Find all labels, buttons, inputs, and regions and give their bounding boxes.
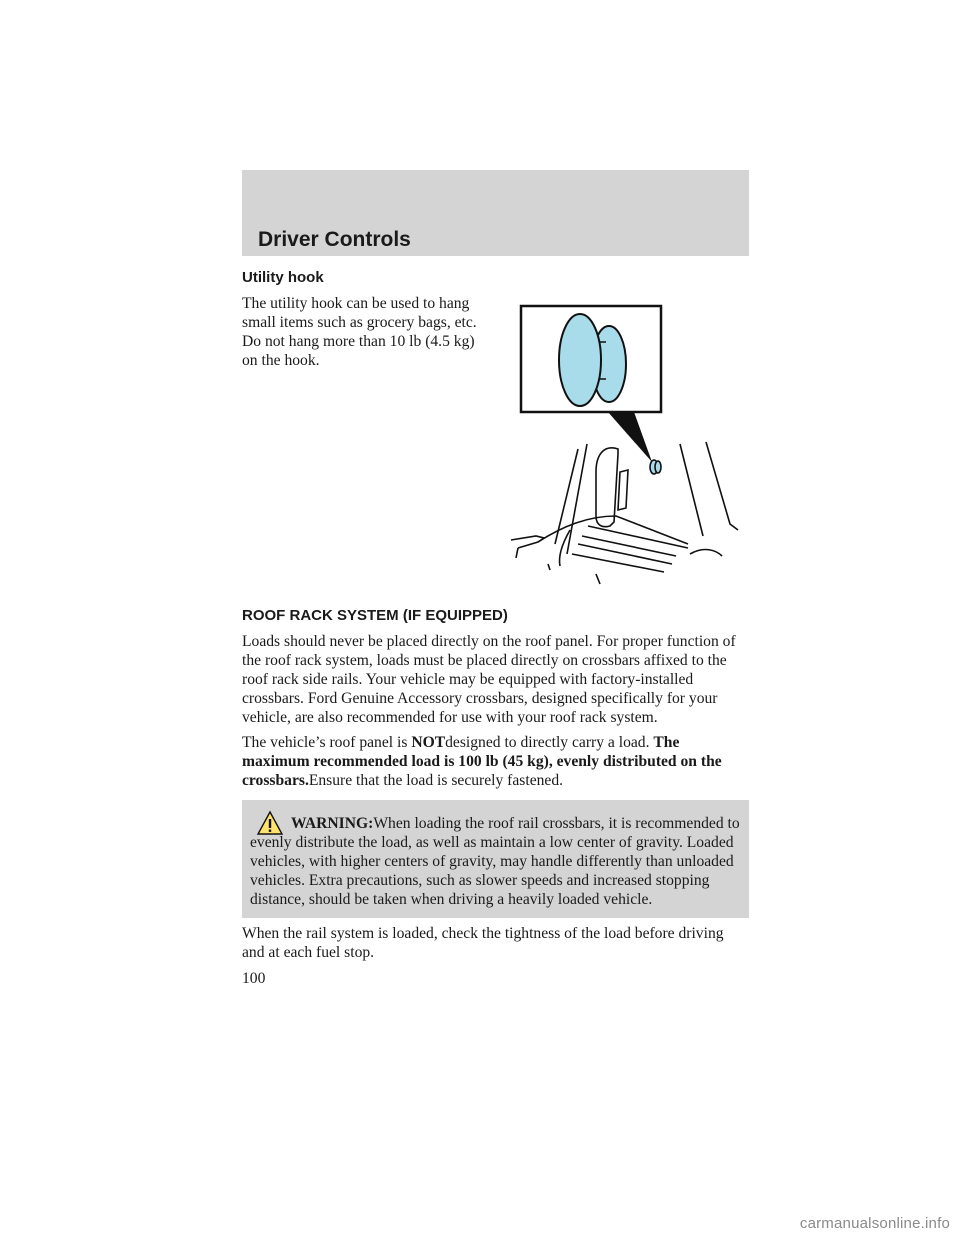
section-title: Driver Controls [258,228,411,251]
para2-text-1: The vehicle’s roof panel is [242,734,412,751]
roof-rack-paragraph-1: Loads should never be placed directly on the roof panel. For proper function of the roof rack system, loads must be placed directly on crossbars affixed to the roof rack side rails. Your vehicle may be equipped with factory-installed crossbars. Ford Genuine Accessory crossbars, designed specifically for your vehicle, are also recommended for use with your roof rack system. [242,633,736,726]
page-content [242,268,749,961]
page-number: 100 [242,970,266,987]
para2-text-2: designed to directly carry a load. [445,734,654,751]
roof-rack-paragraph-3: When the rail system is loaded, check the tightness of the load before driving and at each fuel stop. [242,925,724,961]
section-header-band [242,170,749,256]
utility-hook-illustration [508,304,753,614]
warning-text [250,814,741,909]
warning-triangle-icon [256,810,284,836]
warning-label: WARNING: [291,815,374,832]
roof-rack-heading: ROOF RACK SYSTEM (IF EQUIPPED) [242,607,508,624]
watermark: carmanualsonline.info [799,1215,950,1232]
roof-rack-paragraph-2 [242,733,749,790]
warning-body: When loading the roof rail crossbars, it is recommended to evenly distribute the load, as well as maintain a low center of gravity. Loaded vehicles, with higher centers of gravity, may handle differently than unloaded vehicles. Extra precautions, such as slower speeds and increased stopping distance, should be taken when driving a heavily loaded vehicle. [250,815,740,908]
roof-rack-section [242,606,749,962]
para2-not: NOT [411,734,446,751]
para2-max-load: The maximum recommended load is 100 lb (45 kg), evenly distributed on the crossbars. [242,734,722,789]
warning-box [242,800,749,918]
utility-hook-body: The utility hook can be used to hang small items such as grocery bags, etc. Do not hang more than 10 lb (4.5 kg) on the hook. [242,295,477,369]
utility-hook-heading: Utility hook [242,269,324,286]
para2-text-3: Ensure that the load is securely fastened. [308,772,564,789]
